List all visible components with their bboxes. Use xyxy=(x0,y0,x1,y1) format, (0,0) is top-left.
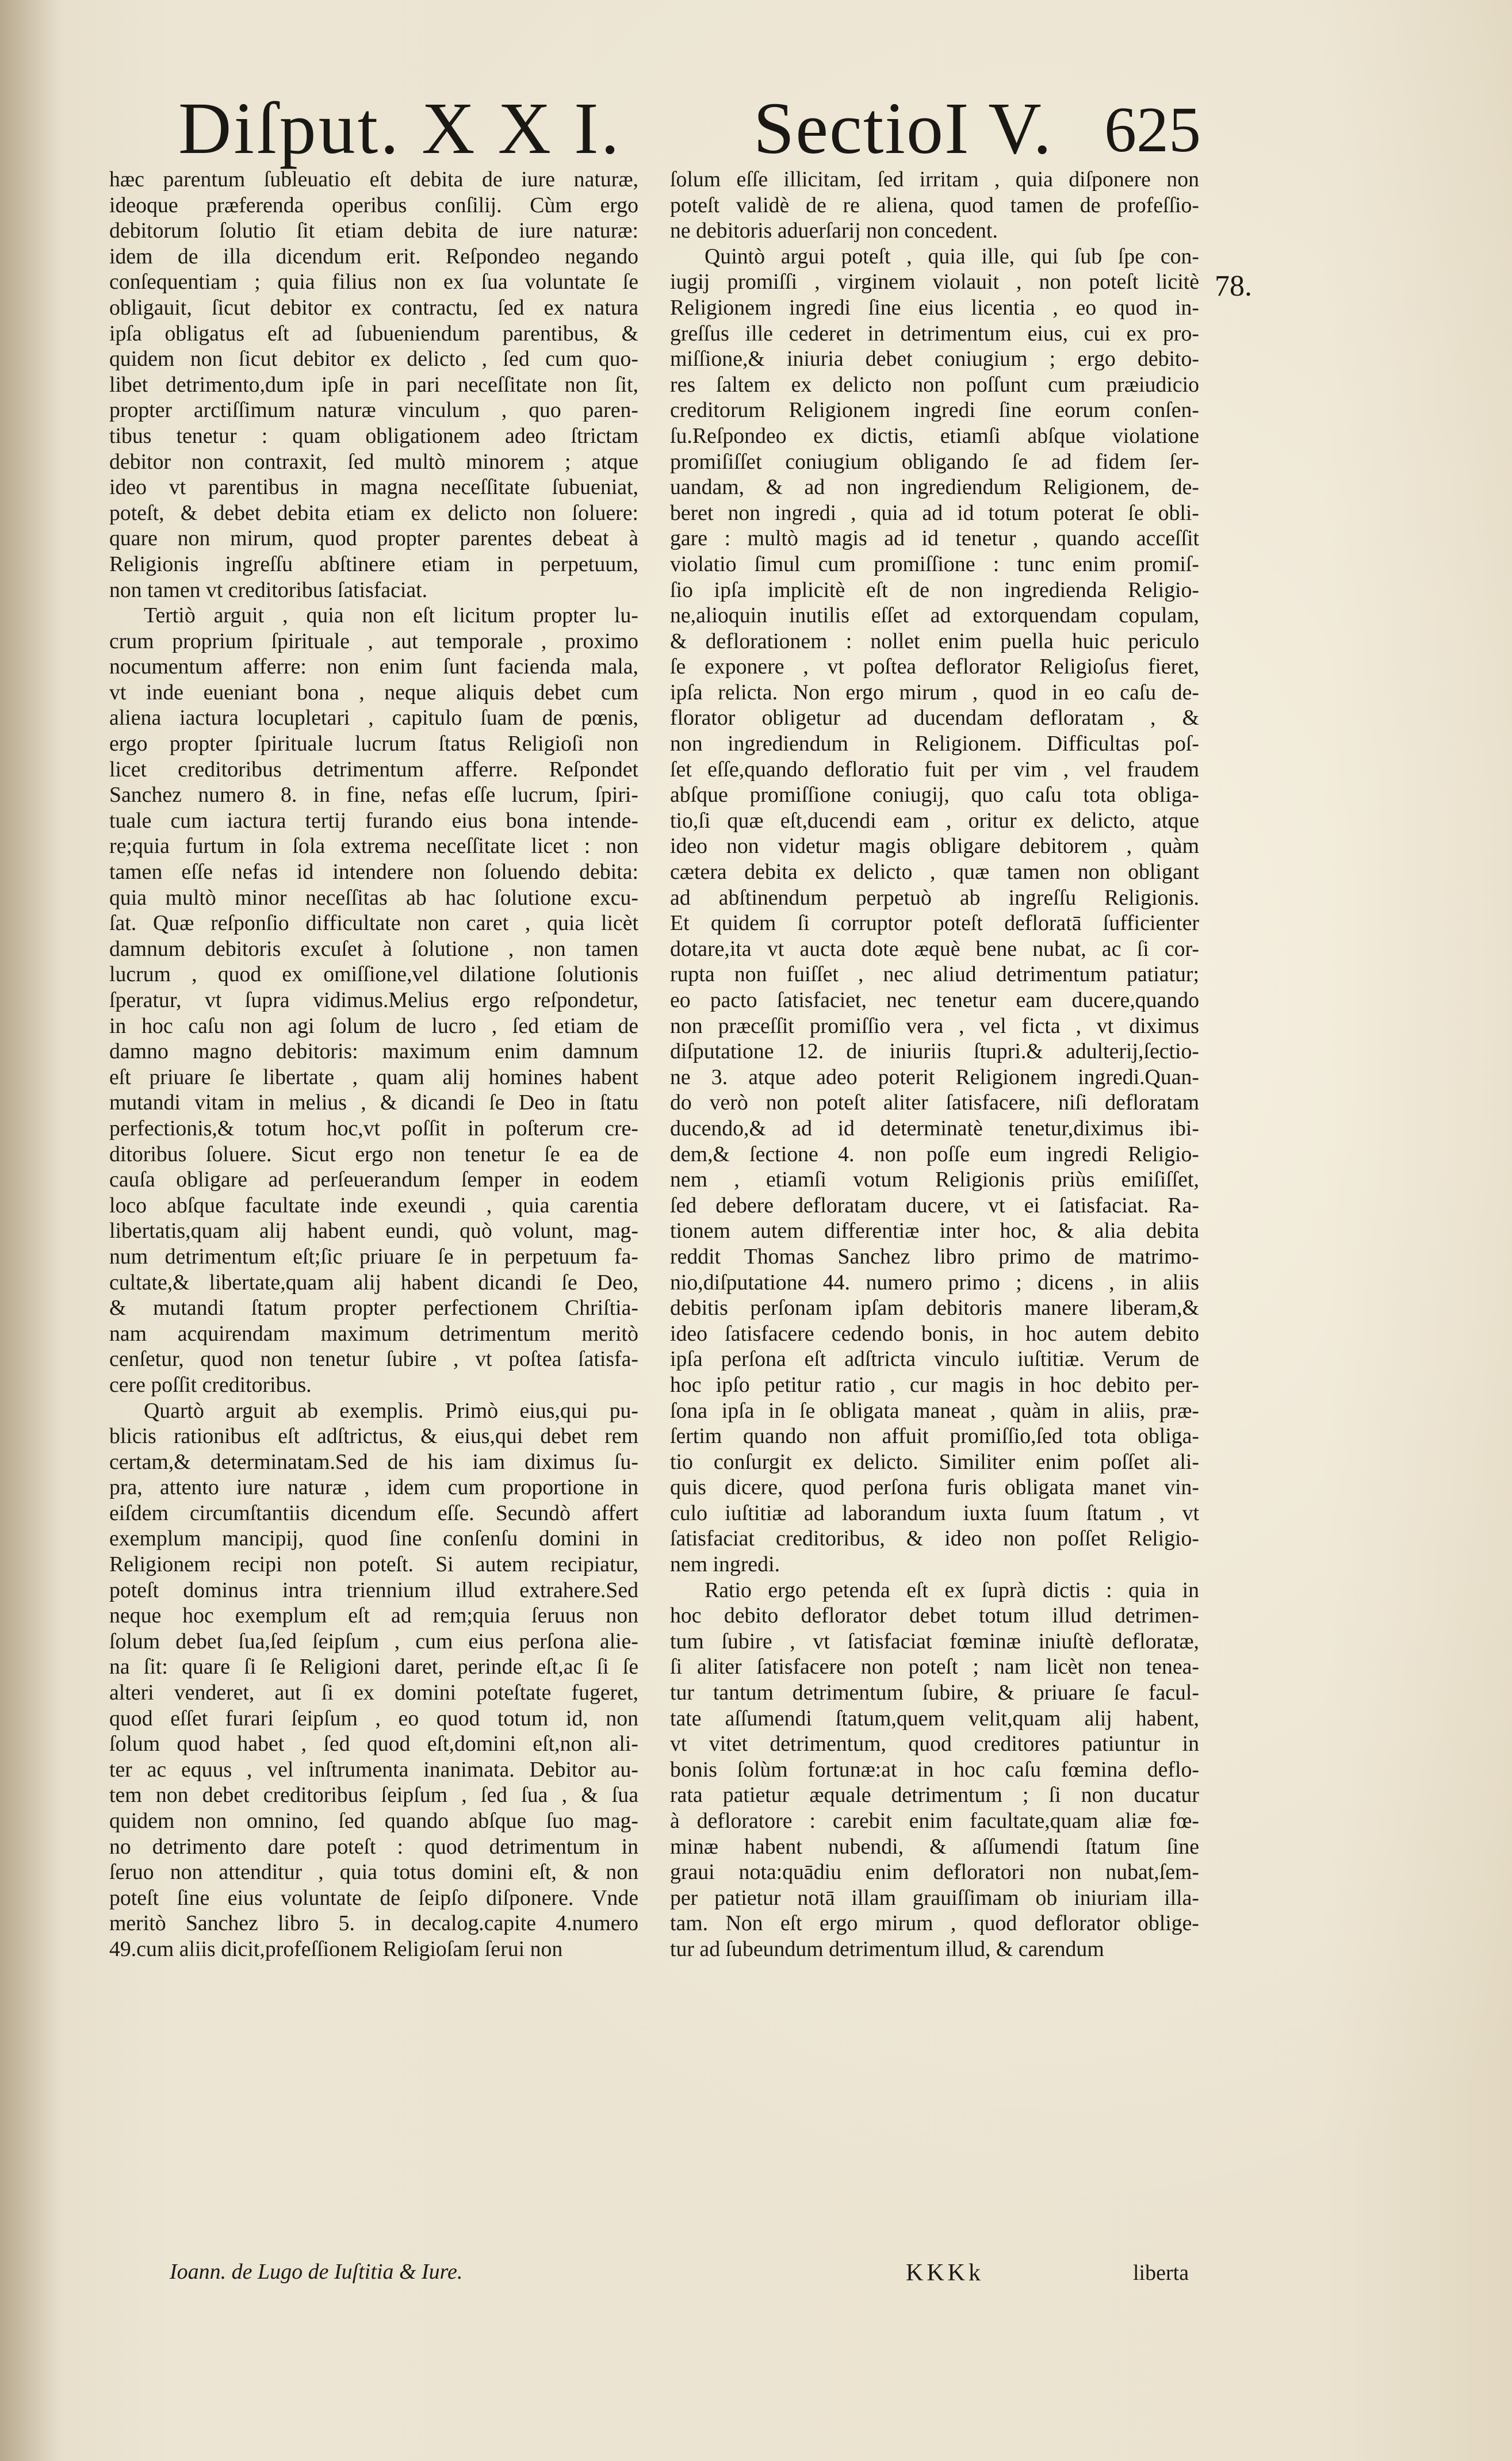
text-line: ideo ſatisfacere cedendo bonis, in hoc autem debito xyxy=(670,1321,1199,1346)
text-line: miſſione,& iniuria debet coniugium ; ergo debito- xyxy=(670,347,1199,372)
text-line: florator obligetur ad ducendam defloratam , & xyxy=(670,706,1199,730)
text-line: ne debitoris aduerſarij non concedent. xyxy=(670,219,998,243)
text-line: tum ſubire , vt ſatisfaciat fœminæ iniuſtè defloratæ, xyxy=(670,1629,1199,1654)
text-line: ipſa obligatus eſt ad ſubueniendum parentibus, & xyxy=(109,321,638,346)
text-line: ſat. Quæ reſponſio difficultate non caret , quia licèt xyxy=(109,911,638,936)
text-line: nam acquirendam maximum detrimentum meritò xyxy=(109,1321,638,1346)
text-line: quare non mirum, quod propter parentes debeat à xyxy=(109,526,638,551)
text-line: meritò Sanchez libro 5. in decalog.capite 4.numero xyxy=(109,1911,638,1936)
text-line: re;quia furtum in ſola extrema neceſſitate licet : non xyxy=(109,834,638,859)
text-line: debitis perſonam ipſam debitoris manere liberam,& xyxy=(670,1296,1199,1321)
text-line: Religionis ingreſſu abſtinere etiam in perpetuum, xyxy=(109,552,638,576)
signature-mark: KKKk xyxy=(906,2260,984,2286)
text-line: tuale cum iactura tertij furando eius bona intende- xyxy=(109,808,638,833)
text-line: quidem non omnino, ſed quando abſque ſuo mag- xyxy=(109,1809,638,1833)
text-line: ſolum quod habet , ſed quod eſt,domini eſt,non ali- xyxy=(109,1732,638,1756)
text-line: propter arctiſſimum naturæ vinculum , quo paren- xyxy=(109,398,638,423)
text-line: ſet eſſe,quando defloratio fuit per vim , vel fraudem xyxy=(670,757,1199,782)
text-line: aliena iactura locupletari , capitulo ſuam de pœnis, xyxy=(109,706,638,730)
text-line: abſque promiſſione coniugij, quo caſu tota obliga- xyxy=(670,783,1199,807)
text-line: bonis ſolùm fortunæ:at in hoc caſu fœmina deflo- xyxy=(670,1757,1199,1782)
text-line: violatio ſimul cum promiſſione : tunc enim promiſ- xyxy=(670,552,1199,576)
text-line: reddit Thomas Sanchez libro primo de matrimo- xyxy=(670,1244,1199,1269)
text-line: tamen eſſe nefas id intendere non ſoluendo debita: xyxy=(109,860,638,885)
text-line: non ingrediendum in Religionem. Difficultas poſ- xyxy=(670,732,1199,756)
text-line: res ſaltem ex delicto non poſſunt cum præiudicio xyxy=(670,372,1199,397)
text-line: ipſa perſona eſt adſtricta vinculo iuſtitiæ. Verum de xyxy=(670,1347,1199,1372)
text-line: quod eſſet furari ſeipſum , eo quod totum id, non xyxy=(109,1706,638,1731)
text-line: greſſus ille cederet in detrimentum eius, cui ex pro- xyxy=(670,321,1199,346)
text-line: ducendo,& ad id determinatè tenetur,diximus ibi- xyxy=(670,1116,1199,1140)
text-line: quia multò minor neceſſitas ab hac ſolutione excu- xyxy=(109,885,638,910)
text-line: eo pacto ſatisfaciet, nec tenetur eam ducere,quando xyxy=(670,988,1199,1012)
text-line: non tamen vt creditoribus ſatisfaciat. xyxy=(109,577,428,602)
text-line: na ſit: quare ſi ſe Religioni daret, perinde eſt,ac ſi ſe xyxy=(109,1655,638,1679)
header-section: SectioI V. xyxy=(753,87,1053,169)
text-line: crum proprium ſpirituale , aut temporale , proximo xyxy=(109,629,638,653)
text-line: exemplum mancipij, quod ſine conſenſu domini in xyxy=(109,1526,638,1551)
text-line: tur ad ſubeundum detrimentum illud, & carendum xyxy=(670,1936,1104,1961)
text-line: ditoribus ſoluere. Sicut ergo non tenetur ſe ea de xyxy=(109,1142,638,1166)
text-line: pra, attento iure naturæ , idem cum proportione in xyxy=(109,1475,638,1500)
text-line: Tertiò arguit , quia non eſt licitum propter lu- xyxy=(144,603,638,628)
text-line: ſio ipſa implicitè eſt de non ingredienda Religio- xyxy=(670,577,1199,602)
text-line: debitorum ſolutio ſit etiam debita de iure naturæ: xyxy=(109,219,638,243)
text-line: tionem autem differentiæ inter hoc, & alia debita xyxy=(670,1219,1199,1243)
text-line: ſu.Reſpondeo ex dictis, etiamſi abſque violatione xyxy=(670,423,1199,448)
text-line: quidem non ſicut debitor ex delicto , ſed cum quo- xyxy=(109,347,638,372)
text-line: Quintò argui poteſt , quia ille, qui ſub ſpe con- xyxy=(705,244,1199,269)
text-line: ideo vt parentibus in magna neceſſitate ſubueniat, xyxy=(109,475,638,500)
text-line: certam,& determinatam.Sed de his iam diximus ſu- xyxy=(109,1449,638,1474)
text-line: ſolum debet ſua,ſed ſeipſum , cum eius perſona alie- xyxy=(109,1629,638,1654)
text-line: blicis rationibus eſt adſtrictus, & eius,qui debet rem xyxy=(109,1424,638,1449)
text-line: ſolum eſſe illicitam, ſed irritam , quia diſponere non xyxy=(670,167,1199,192)
text-line: tur tantum detrimentum ſubire, & priuare ſe facul- xyxy=(670,1681,1199,1705)
text-line: uandam, & ad non ingrediendum Religionem, de- xyxy=(670,475,1199,500)
text-line: Religionem recipi non poteſt. Si autem recipiatur, xyxy=(109,1552,638,1577)
text-line: ne 3. atque adeo poterit Religionem ingredi.Quan- xyxy=(670,1065,1199,1089)
text-line: cenſetur, quod non tenetur ſubire , vt poſtea ſatisfa- xyxy=(109,1347,638,1372)
text-line: ſertim quando non affuit promiſſio,ſed tota obliga- xyxy=(670,1424,1199,1449)
text-line: licet creditoribus detrimentum afferre. Reſpondet xyxy=(109,757,638,782)
text-line: libet detrimento,dum ipſe in pari neceſſitate non ſit, xyxy=(109,372,638,397)
text-line: ſed debere defloratam ducere, vt ei ſatisfaciat. Ra- xyxy=(670,1193,1199,1218)
text-line: ideoque præferenda operibus conſilij. Cùm ergo xyxy=(109,193,638,217)
text-line: Quartò arguit ab exemplis. Primò eius,qui pu- xyxy=(144,1398,638,1423)
text-line: nocumentum afferre: non enim ſunt facienda mala, xyxy=(109,655,638,679)
text-line: ergo propter ſpirituale lucrum ſtatus Religioſi non xyxy=(109,732,638,756)
text-line: eſt priuare ſe libertate , quam alij homines habent xyxy=(109,1065,638,1089)
text-line: hoc ipſo petitur ratio , cur magis in hoc debito per- xyxy=(670,1372,1199,1397)
text-line: cætera debita ex delicto , quæ tamen non obligant xyxy=(670,860,1199,885)
text-line: Et quidem ſi corruptor poteſt defloratā ſufficienter xyxy=(670,911,1199,936)
text-line: damnum debitoris excuſet à ſolutione , non tamen xyxy=(109,936,638,961)
text-line: & mutandi ſtatum propter perfectionem Chriſtia- xyxy=(109,1296,638,1321)
text-line: perfectionis,& totum hoc,vt poſſit in poſterum cre- xyxy=(109,1116,638,1140)
text-line: 49.cum aliis dicit,profeſſionem Religioſam ſerui non xyxy=(109,1936,563,1961)
text-line: vt inde eueniant bona , neque aliquis debet cum xyxy=(109,680,638,705)
left-text-column xyxy=(109,167,638,2260)
running-title-footer: Ioann. de Lugo de Iuſtitia & Iure. xyxy=(170,2260,463,2284)
text-line: Religionem ingredi ſine eius licentia , eo quod in- xyxy=(670,295,1199,320)
page-gutter-shadow xyxy=(0,0,63,2461)
text-line: poteſt ſine eius voluntate de ſeipſo diſponere. Vnde xyxy=(109,1885,638,1910)
text-line: tate aſſumendi ſtatum,quem velit,quam alij habent, xyxy=(670,1706,1199,1731)
text-line: rata patietur æquale detrimentum ; ſi non ducatur xyxy=(670,1783,1199,1808)
text-line: loco abſque facultate inde exeundi , quia carentia xyxy=(109,1193,638,1218)
text-line: ideo non videtur magis obligare debitorem , quàm xyxy=(670,834,1199,859)
text-line: ſi aliter ſatisfacere non poteſt ; nam licèt non tenea- xyxy=(670,1655,1199,1679)
text-line: ſatisfaciat creditoribus, & ideo non poſſet Religio- xyxy=(670,1526,1199,1551)
text-line: dem,& ſectione 4. non poſſe eum ingredi Religio- xyxy=(670,1142,1199,1166)
text-line: conſequentiam ; quia filius non ex ſua voluntate ſe xyxy=(109,270,638,294)
text-line: ſona ipſa in ſe obligata maneat , quàm in aliis, præ- xyxy=(670,1398,1199,1423)
marginal-paragraph-number: 78. xyxy=(1215,270,1252,303)
page-number: 625 xyxy=(1104,94,1201,166)
text-line: cultate,& libertate,quam alij habent dicandi ſe Deo, xyxy=(109,1270,638,1295)
text-line: minæ habent nubendi, & aſſumendi ſtatum ſine xyxy=(670,1834,1199,1859)
text-line: poteſt dominus intra triennium illud extrahere.Sed xyxy=(109,1578,638,1602)
text-line: à defloratore : carebit enim facultate,quam aliæ fœ- xyxy=(670,1809,1199,1833)
text-line: beret non ingredi , quia ad id totum poterat ſe obli- xyxy=(670,500,1199,525)
text-line: tibus tenetur : quam obligationem adeo ſtrictam xyxy=(109,423,638,448)
text-line: ſe exponere , vt poſtea deflorator Religioſus fieret, xyxy=(670,655,1199,679)
text-line: ad abſtinendum perpetuò ab ingreſſu Religionis. xyxy=(670,885,1199,910)
text-line: cere poſſit creditoribus. xyxy=(109,1372,312,1397)
text-line: in hoc caſu non agi ſolum de lucro , ſed etiam de xyxy=(109,1013,638,1038)
text-line: tio conſurgit ex delicto. Similiter enim poſſet ali- xyxy=(670,1449,1199,1474)
text-line: per patietur notā illam grauiſſimam ob iniuriam illa- xyxy=(670,1885,1199,1910)
text-line: vt vitet detrimentum, quod creditores patiuntur in xyxy=(670,1732,1199,1756)
text-line: tio,ſi quæ eſt,ducendi eam , oritur ex delicto, atque xyxy=(670,808,1199,833)
text-line: quis dicere, quod perſona furis obligata manet vin- xyxy=(670,1475,1199,1500)
text-line: nio,diſputatione 44. numero primo ; dicens , in aliis xyxy=(670,1270,1199,1295)
text-line: hoc debito deflorator debet totum illud detrimen- xyxy=(670,1603,1199,1628)
text-line: nem ingredi. xyxy=(670,1552,780,1577)
text-line: obligauit, ſicut debitor ex contractu, ſed ex natura xyxy=(109,295,638,320)
text-line: num detrimentum eſt;ſic priuare ſe in perpetuum fa- xyxy=(109,1244,638,1269)
text-line: do verò non poteſt aliter ſatisfacere, niſi defloratam xyxy=(670,1090,1199,1115)
header-disputation: Diſput. X X I. xyxy=(178,87,622,169)
text-line: graui nota:quādiu enim defloratori non nubat,ſem- xyxy=(670,1860,1199,1885)
text-line: ſperatur, vt ſupra vidimus.Melius ergo reſpondetur, xyxy=(109,988,638,1012)
text-line: alteri venderet, aut ſi ex domini poteſtate fugeret, xyxy=(109,1681,638,1705)
text-line: debitor non contraxit, ſed multò minorem ; atque xyxy=(109,449,638,474)
text-line: mutandi vitam in melius , & dicandi ſe Deo in ſtatu xyxy=(109,1090,638,1115)
right-text-column xyxy=(670,167,1199,2260)
text-line: ipſa relicta. Non ergo mirum , quod in eo caſu de- xyxy=(670,680,1199,705)
text-line: tam. Non eſt ergo mirum , quod deflorator oblige- xyxy=(670,1911,1199,1936)
text-line: idem de illa dicendum erit. Reſpondeo negando xyxy=(109,244,638,269)
text-line: poteſt validè de re aliena, quod tamen de profeſſio- xyxy=(670,193,1199,217)
text-line: ter ac equus , vel inſtrumenta inanimata. Debitor au- xyxy=(109,1757,638,1782)
text-line: neque hoc exemplum eſt ad rem;quia ſeruus non xyxy=(109,1603,638,1628)
text-line: lucrum , quod ex omiſſione,vel dilatione ſolutionis xyxy=(109,962,638,987)
text-line: rupta non fuiſſet , nec aliud detrimentum patiatur; xyxy=(670,962,1199,987)
text-line: & deflorationem : nollet enim puella huic periculo xyxy=(670,629,1199,653)
text-line: non præceſſit promiſſio vera , vel ficta , vt diximus xyxy=(670,1013,1199,1038)
text-line: ne,alioquin inutilis eſſet ad extorquendam copulam, xyxy=(670,603,1199,628)
catchword: liberta xyxy=(1133,2261,1189,2285)
text-line: cauſa obligare ad perſeuerandum ſemper in eodem xyxy=(109,1168,638,1192)
text-line: damno magno debitoris: maximum enim damnum xyxy=(109,1039,638,1064)
text-line: dotare,ita vt aucta dote æquè bene nubat, ac ſi cor- xyxy=(670,936,1199,961)
text-line: no detrimento dare poteſt : quod detrimentum in xyxy=(109,1834,638,1859)
text-line: ſeruo non attenditur , quia totus domini eſt, & non xyxy=(109,1860,638,1885)
text-line: gare : multò magis ad id tenetur , quando acceſſit xyxy=(670,526,1199,551)
text-line: hæc parentum ſubleuatio eſt debita de iure naturæ, xyxy=(109,167,638,192)
text-line: culo iuſtitiæ ad laborandum iuxta ſuum ſtatum , vt xyxy=(670,1501,1199,1525)
running-header xyxy=(0,86,1512,178)
text-line: libertatis,quam alij habent eundi, quò volunt, mag- xyxy=(109,1219,638,1243)
text-line: diſputatione 12. de iniuriis ſtupri.& adulterij,ſectio- xyxy=(670,1039,1199,1064)
text-line: tem non debet creditoribus ſeipſum , ſed ſua , & ſua xyxy=(109,1783,638,1808)
text-line: eiſdem circumſtantiis dicendum eſſe. Secundò affert xyxy=(109,1501,638,1525)
text-line: iugij promiſſi , virginem violauit , non poteſt licitè xyxy=(670,270,1199,294)
text-line: poteſt, & debet debita etiam ex delicto non ſoluere: xyxy=(109,500,638,525)
text-line: Ratio ergo petenda eſt ex ſuprà dictis : quia in xyxy=(705,1578,1199,1602)
text-line: Sanchez numero 8. in fine, nefas eſſe lucrum, ſpiri- xyxy=(109,783,638,807)
text-line: nem , etiamſi votum Religionis priùs emiſiſſet, xyxy=(670,1168,1199,1192)
text-line: creditorum Religionem ingredi ſine eorum conſen- xyxy=(670,398,1199,423)
text-line: promiſiſſet coniugium obligando ſe ad fidem ſer- xyxy=(670,449,1199,474)
